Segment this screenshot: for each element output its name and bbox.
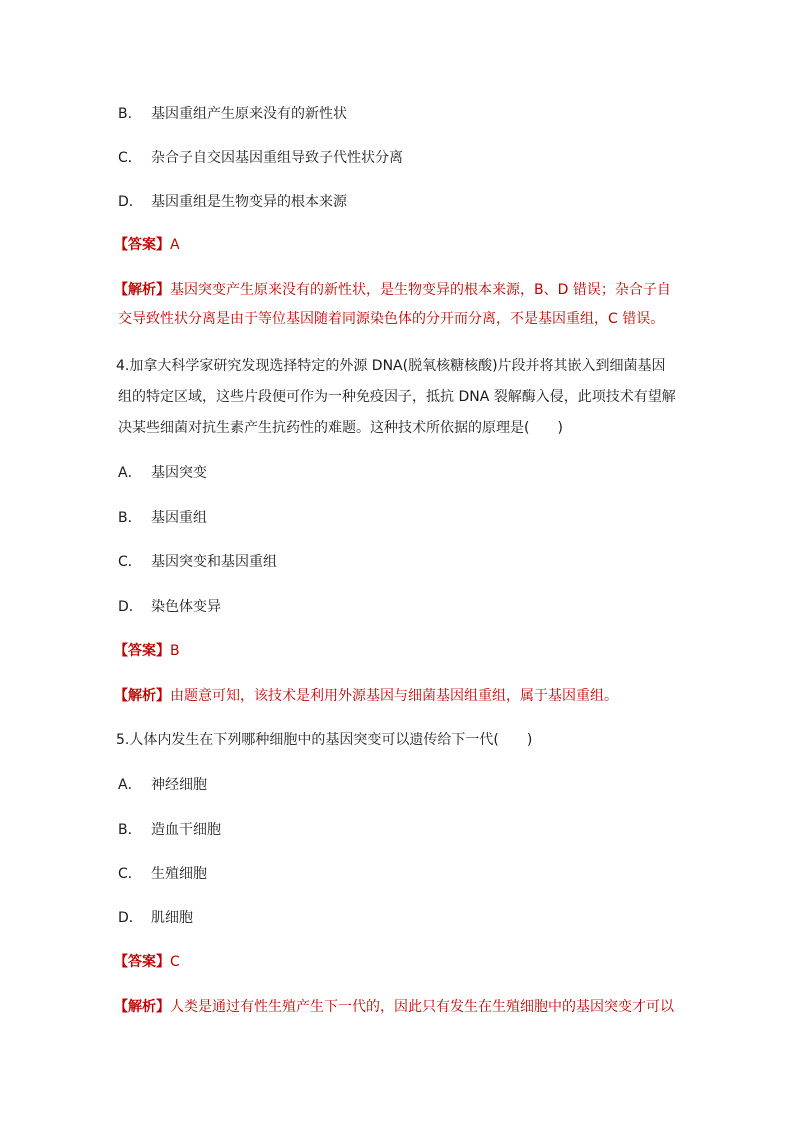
q3-answer: 【答案】A	[114, 237, 180, 253]
q5-option-b: B． 造血干细胞	[118, 822, 221, 838]
q3-option-d: D． 基因重组是生物变异的根本来源	[118, 194, 347, 210]
q5-option-c: C． 生殖细胞	[118, 866, 207, 882]
q4-stem-line-3: 决某些细菌对抗生素产生抗药性的难题。这种技术所依据的原理是( )	[118, 420, 563, 436]
q3-analysis-line-2: 交导致性状分离是由于等位基因随着同源染色体的分开而分离，不是基因重组，C 错误。	[118, 311, 665, 327]
q4-option-d: D． 染色体变异	[118, 599, 221, 615]
q5-option-a: A． 神经细胞	[118, 777, 207, 793]
q4-option-a: A． 基因突变	[118, 465, 207, 481]
q3-analysis-line-1: 【解析】基因突变产生原来没有的新性状，是生物变异的根本来源，B、D 错误；杂合子自	[114, 282, 671, 298]
q5-stem: 5.人体内发生在下列哪种细胞中的基因突变可以遗传给下一代( )	[116, 732, 533, 748]
q4-stem-line-2: 组的特定区域，这些片段便可作为一种免疫因子，抵抗 DNA 裂解酶入侵，此项技术有望解	[118, 389, 676, 405]
q5-analysis: 【解析】人类是通过有性生殖产生下一代的，因此只有发生在生殖细胞中的基因突变才可以	[114, 999, 674, 1015]
q5-option-d: D． 肌细胞	[118, 910, 193, 926]
q3-option-c: C． 杂合子自交因基因重组导致子代性状分离	[118, 150, 403, 166]
q4-analysis: 【解析】由题意可知，该技术是利用外源基因与细菌基因组重组，属于基因重组。	[114, 688, 618, 704]
q4-stem-line-1: 4.加拿大科学家研究发现选择特定的外源 DNA(脱氧核糖核酸)片段并将其嵌入到细菌基因	[116, 358, 666, 374]
q5-answer: 【答案】C	[114, 954, 180, 970]
q4-option-c: C． 基因突变和基因重组	[118, 554, 277, 570]
q3-option-b: B． 基因重组产生原来没有的新性状	[118, 106, 347, 122]
q4-option-b: B． 基因重组	[118, 510, 207, 526]
q4-answer: 【答案】B	[114, 643, 180, 659]
